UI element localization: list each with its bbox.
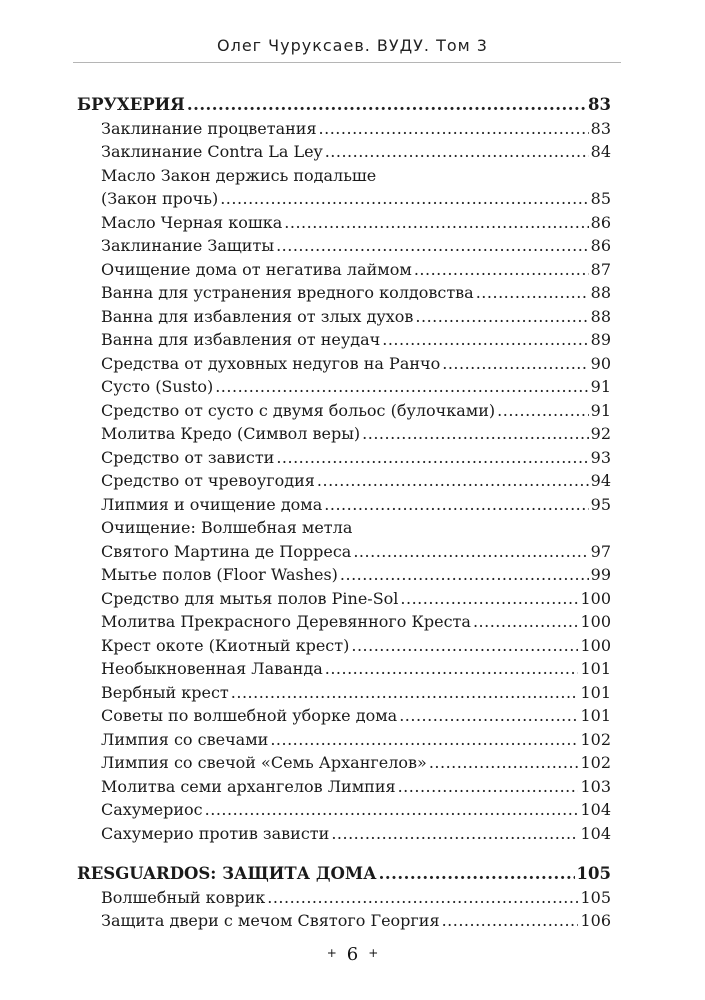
toc-page-number: 84 xyxy=(590,142,611,161)
toc-entry-title: Лимпия со свечами xyxy=(101,729,269,749)
dot-leader xyxy=(231,681,579,705)
toc-entry-title: Советы по волшебной уборке дома xyxy=(101,706,398,725)
toc-page-number: 95 xyxy=(590,494,611,514)
dot-leader xyxy=(379,862,575,886)
toc-page-number: 87 xyxy=(590,259,611,279)
dot-leader xyxy=(442,909,579,933)
toc-page-number: 104 xyxy=(580,800,611,819)
dot-leader xyxy=(187,93,586,117)
dot-leader xyxy=(324,493,588,517)
dot-leader xyxy=(414,258,589,282)
toc-entry-first-line xyxy=(77,516,611,540)
dot-leader xyxy=(351,634,578,658)
toc-entry xyxy=(77,493,611,517)
toc-page-number: 101 xyxy=(580,706,611,725)
toc-entry-title: Святого Мартина де Порреса xyxy=(101,541,352,561)
toc-page-number: 89 xyxy=(590,330,611,349)
toc-page-number: 103 xyxy=(580,776,611,796)
toc-page-number: 86 xyxy=(590,236,611,255)
toc-page-number: 101 xyxy=(580,682,611,702)
toc-entry-title: Вербный крест xyxy=(101,682,229,702)
toc-page-number: 106 xyxy=(580,911,611,930)
dot-leader xyxy=(319,117,589,141)
toc-entry-title: Средство для мытья полов Pine-Sol xyxy=(101,588,399,608)
toc-entry-title: Масло Черная кошка xyxy=(101,212,283,232)
toc-entry xyxy=(77,610,611,634)
toc-page-number: 105 xyxy=(576,864,611,883)
toc-page-number: 104 xyxy=(580,823,611,843)
dot-leader xyxy=(362,422,588,446)
dot-leader xyxy=(353,540,588,564)
toc-entry-title: Сусто (Susto) xyxy=(101,377,214,396)
table-of-contents xyxy=(77,93,611,933)
toc-page-number: 94 xyxy=(590,471,611,490)
toc-entry xyxy=(77,258,611,282)
dot-leader xyxy=(325,140,589,164)
toc-section-heading xyxy=(77,93,611,117)
toc-entry-title: (Закон прочь) xyxy=(101,189,219,208)
dot-leader xyxy=(267,886,578,910)
toc-entry-title: Сахумериос xyxy=(101,800,203,819)
toc-page-number: 102 xyxy=(580,729,611,749)
toc-entry-title: Волшебный коврик xyxy=(101,887,266,907)
toc-entry xyxy=(77,634,611,658)
toc-entry-title: Масло Закон держись подальше xyxy=(101,165,377,185)
toc-entry-title: Средство от чревоугодия xyxy=(101,471,315,490)
toc-entry-title: Необыкновенная Лаванда xyxy=(101,659,323,678)
toc-page-number: 102 xyxy=(580,753,611,772)
toc-section-heading xyxy=(77,862,611,886)
toc-entry xyxy=(77,469,611,493)
toc-entry-title: RESGUARDOS: ЗАЩИТА ДОМА xyxy=(77,864,377,883)
toc-entry xyxy=(77,117,611,141)
toc-entry xyxy=(77,446,611,470)
toc-entry-title: Сахумерио против зависти xyxy=(101,823,330,843)
page-number: 6 xyxy=(346,944,359,965)
toc-page-number: 83 xyxy=(590,118,611,138)
dot-leader xyxy=(415,305,588,329)
dot-leader xyxy=(325,657,579,681)
dot-leader xyxy=(340,563,589,587)
toc-page-number: 88 xyxy=(590,283,611,302)
toc-entry xyxy=(77,587,611,611)
toc-entry xyxy=(77,352,611,376)
toc-entry xyxy=(77,751,611,775)
toc-entry-title: Ванна для избавления от неудач xyxy=(101,330,381,349)
dot-leader xyxy=(398,775,579,799)
toc-entry-title: Мытье полов (Floor Washes) xyxy=(101,565,338,584)
toc-page-number: 88 xyxy=(590,306,611,326)
toc-entry xyxy=(77,328,611,352)
toc-entry-first-line xyxy=(77,164,611,188)
toc-entry-title: Защита двери с мечом Святого Георгия xyxy=(101,911,440,930)
toc-entry-title: Крест окоте (Киотный крест) xyxy=(101,635,350,655)
toc-entry-title: Средство от сусто с двумя больос (булочками) xyxy=(101,400,496,420)
dot-leader xyxy=(220,187,588,211)
toc-entry xyxy=(77,305,611,329)
dot-leader xyxy=(442,352,588,376)
toc-entry xyxy=(77,422,611,446)
toc-page-number: 100 xyxy=(580,612,611,631)
dot-leader xyxy=(497,399,589,423)
dot-leader xyxy=(473,610,579,634)
toc-entry-title: Заклинание Contra La Ley xyxy=(101,142,323,161)
toc-entry-title: Молитва Кредо (Символ веры) xyxy=(101,424,361,443)
dot-leader xyxy=(276,446,588,470)
toc-page-number: 99 xyxy=(590,565,611,584)
toc-page-number: 91 xyxy=(590,400,611,420)
toc-entry-title: Молитва семи архангелов Лимпия xyxy=(101,776,396,796)
toc-page-number: 83 xyxy=(588,95,611,114)
dot-leader xyxy=(331,822,578,846)
toc-entry-title: Заклинание Защиты xyxy=(101,236,275,255)
toc-section xyxy=(77,93,611,845)
toc-entry-title: Заклинание процветания xyxy=(101,118,317,138)
dot-leader xyxy=(276,234,589,258)
toc-entry xyxy=(77,563,611,587)
toc-page-number: 97 xyxy=(590,541,611,561)
toc-entry xyxy=(77,281,611,305)
toc-entry xyxy=(77,681,611,705)
toc-entry-title: Ванна для устранения вредного колдовства xyxy=(101,283,474,302)
page-footer xyxy=(0,944,705,965)
toc-page-number: 93 xyxy=(590,447,611,467)
toc-page-number: 101 xyxy=(580,659,611,678)
toc-entry xyxy=(77,704,611,728)
toc-entry xyxy=(77,140,611,164)
toc-entry xyxy=(77,798,611,822)
toc-page-number: 105 xyxy=(580,887,611,907)
toc-entry xyxy=(77,909,611,933)
toc-page-number: 85 xyxy=(590,189,611,208)
toc-entry xyxy=(77,187,611,211)
toc-entry xyxy=(77,728,611,752)
toc-entry xyxy=(77,657,611,681)
toc-entry xyxy=(77,540,611,564)
toc-entry-title: Липмия и очищение дома xyxy=(101,494,323,514)
toc-entry-title: Очищение дома от негатива лаймом xyxy=(101,259,412,279)
dot-leader xyxy=(270,728,578,752)
toc-entry xyxy=(77,211,611,235)
toc-entry xyxy=(77,375,611,399)
toc-page-number: 100 xyxy=(580,635,611,655)
toc-page-number: 91 xyxy=(590,377,611,396)
toc-section xyxy=(77,862,611,933)
dot-leader xyxy=(399,704,578,728)
header-divider xyxy=(73,62,621,63)
ornament-right-icon: + xyxy=(368,946,379,960)
toc-page-number: 100 xyxy=(580,588,611,608)
toc-page-number: 86 xyxy=(590,212,611,232)
toc-page-number: 90 xyxy=(590,353,611,373)
toc-entry-title: Средство от зависти xyxy=(101,447,275,467)
dot-leader xyxy=(382,328,588,352)
dot-leader xyxy=(400,587,578,611)
toc-entry-title: Очищение: Волшебная метла xyxy=(101,518,353,537)
toc-entry xyxy=(77,775,611,799)
ornament-left-icon: + xyxy=(326,946,337,960)
toc-entry xyxy=(77,886,611,910)
toc-page-number: 92 xyxy=(590,424,611,443)
toc-entry-title: Лимпия со свечой «Семь Архангелов» xyxy=(101,753,427,772)
toc-entry-title: Ванна для избавления от злых духов xyxy=(101,306,414,326)
dot-leader xyxy=(284,211,588,235)
dot-leader xyxy=(476,281,589,305)
toc-entry-title: Средства от духовных недугов на Ранчо xyxy=(101,353,441,373)
toc-entry xyxy=(77,399,611,423)
toc-entry xyxy=(77,234,611,258)
dot-leader xyxy=(317,469,589,493)
toc-entry xyxy=(77,822,611,846)
dot-leader xyxy=(215,375,588,399)
toc-entry-title: БРУХЕРИЯ xyxy=(77,95,185,114)
dot-leader xyxy=(429,751,579,775)
dot-leader xyxy=(205,798,579,822)
toc-entry-title: Молитва Прекрасного Деревянного Креста xyxy=(101,612,471,631)
running-header: Олег Чуруксаев. ВУДУ. Том 3 xyxy=(217,36,488,55)
